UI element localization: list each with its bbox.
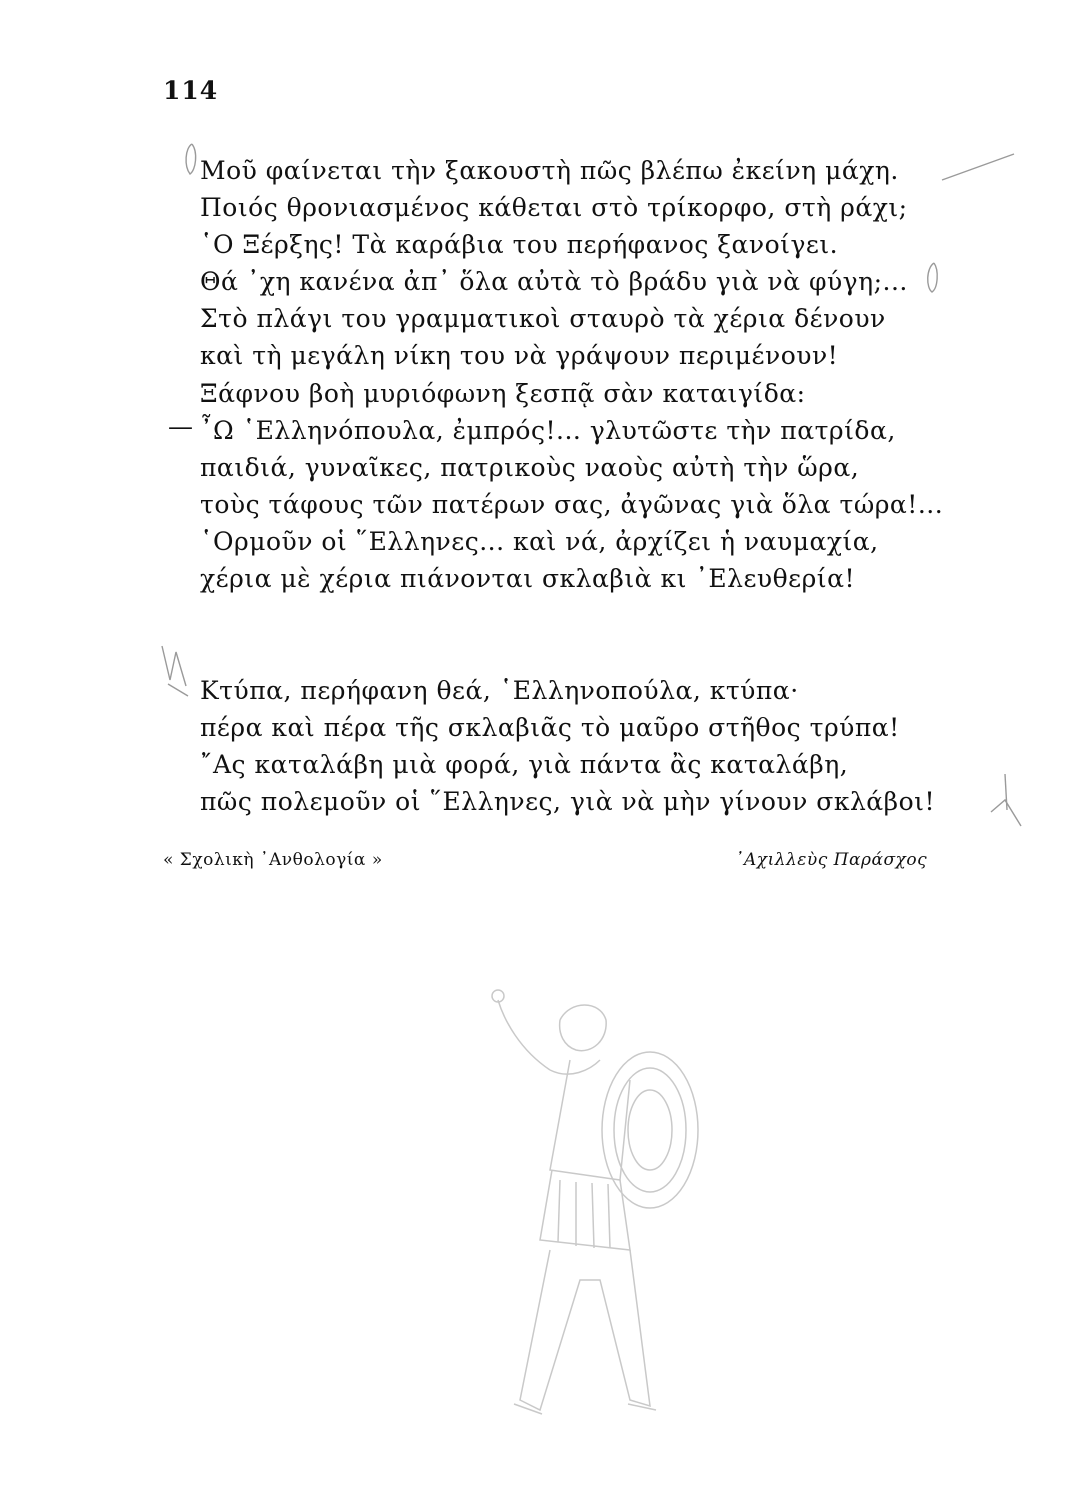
pencil-mark-icon [940, 150, 1020, 210]
verse-line: Μοῦ φαίνεται τὴν ξακουστὴ πῶς βλέπω ἐκείνη μάχη. [200, 156, 899, 185]
verse-line: ῾Ο Ξέρξης! Τὰ καράβια του περήφανος ξανοίγει. [200, 230, 839, 260]
dialogue-dash: — [168, 411, 193, 441]
verse-line: χέρια μὲ χέρια πιάνονται σκλαβιὰ κι ᾿Ελευθερία! [200, 564, 856, 594]
verse-line: Ξάφνου βοὴ μυριόφωνη ξεσπᾷ σὰν καταιγίδα: [200, 378, 806, 408]
poem-stanza-2 [200, 672, 1000, 820]
anthology-source: « Σχολικὴ ᾿Ανθολογία » [163, 850, 383, 870]
verse-line: Στὸ πλάγι του γραμματικοὶ σταυρὸ τὰ χέρια δένουν [200, 304, 886, 334]
pencil-mark-icon [922, 260, 942, 296]
verse-line: Ποιός θρονιασμένος κάθεται στὸ τρίκορφο, στὴ ράχι; [200, 193, 908, 223]
verse-line: Θά ᾿χη κανένα ἀπ᾿ ὅλα αὐτὰ τὸ βράδυ γιὰ νὰ φύγη;... [200, 267, 908, 297]
poem-author: ᾿Αχιλλεὺς Παράσχος [735, 850, 928, 870]
verse-line: παιδιά, γυναῖκες, πατρικοὺς ναοὺς αὐτὴ τὴν ὥρα, [200, 452, 860, 482]
verse-line: πῶς πολεμοῦν οἱ ῞Ελληνες, γιὰ νὰ μὴν γίνουν σκλάβοι! [200, 787, 936, 817]
verse-line: ῾Ορμοῦν οἱ ῞Ελληνες... καὶ νά, ἀρχίζει ἡ ναυμαχία, [200, 526, 879, 556]
pencil-mark-icon [182, 140, 202, 180]
warrior-illustration [480, 980, 740, 1424]
verse-line: ῏Ω ῾Ελληνόπουλα, ἐμπρός!... γλυτῶστε τὴν πατρίδα, [200, 415, 896, 445]
verse-line: Κτύπα, περήφανη θεά, ῾Ελληνοπούλα, κτύπα· [200, 676, 799, 705]
verse-line: καὶ τὴ μεγάλη νίκη του νὰ γράψουν περιμένουν! [200, 341, 839, 371]
pencil-check-icon [985, 770, 1025, 830]
page-number: 114 [163, 76, 219, 105]
verse-line: τοὺς τάφους τῶν πατέρων σας, ἀγῶνας γιὰ ὅλα τώρα!... [200, 489, 944, 519]
pencil-check-icon [158, 640, 194, 700]
verse-line: πέρα καὶ πέρα τῆς σκλαβιᾶς τὸ μαῦρο στῆθος τρύπα! [200, 713, 900, 743]
verse-line: ῎Ας καταλάβη μιὰ φορά, γιὰ πάντα ἂς καταλάβη, [200, 750, 849, 780]
poem-stanza-1 [168, 152, 1000, 597]
